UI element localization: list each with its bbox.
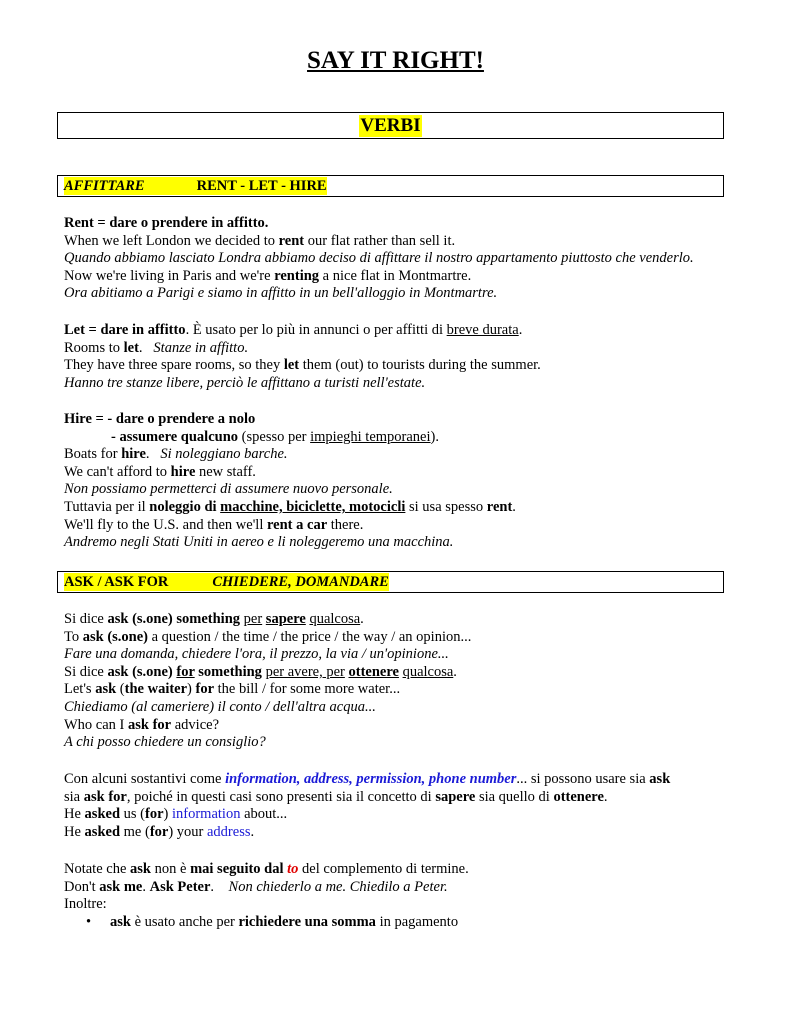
header-english: ASK / ASK FOR — [64, 574, 169, 590]
ask-rule-1: Si dice ask (s.one) something per sapere qualcosa. — [64, 611, 364, 627]
ask-translation-2: Chiediamo (al cameriere) il conto / dell'altra acqua... — [64, 698, 376, 715]
hire-paragraph — [64, 411, 754, 552]
hire-example-2: We can't afford to hire new staff. — [64, 463, 256, 480]
bullet-icon: • — [86, 913, 92, 930]
ask-rule-2: Si dice ask (s.one) for something per avere, per ottenere qualcosa. — [64, 663, 457, 680]
ask-nouns-rule-cont: sia ask for, poiché in questi casi sono presenti sia il concetto di sapere sia quello di ottenere. — [64, 788, 608, 805]
header-italian: AFFITTARE — [64, 178, 145, 194]
let-example-1: Rooms to let. Stanze in affitto. — [64, 339, 249, 356]
rent-example-1: When we left London we decided to rent our flat rather than sell it. — [64, 232, 456, 249]
ask-header-box — [57, 571, 724, 593]
let-example-2: They have three spare rooms, so they let them (out) to tourists during the summer. — [64, 357, 541, 374]
ask-no-to-example: Don't ask me. Ask Peter. Non chiederlo a me. Chiedilo a Peter. — [64, 878, 448, 895]
ask-paragraph-3 — [64, 861, 754, 931]
rent-paragraph — [64, 215, 754, 303]
hire-translation-3: Andremo negli Stati Uniti in aereo e li noleggeremo una macchina. — [64, 534, 454, 551]
hire-definition-2: - assumere qualcuno (spesso per impieghi temporanei). — [111, 428, 439, 445]
rent-translation-2: Ora abitiamo a Parigi e siamo in affitto in un bell'alloggio in Montmartre. — [64, 285, 498, 302]
header-english: RENT - LET - HIRE — [196, 178, 327, 194]
ask-example-2: Let's ask (the waiter) for the bill / for some more water... — [64, 681, 401, 698]
affittare-header-box — [57, 175, 724, 197]
ask-nouns-rule: Con alcuni sostantivi come information, address, permission, phone number... si possono usare sia ask — [64, 771, 671, 787]
hire-translation-2: Non possiamo permetterci di assumere nuovo personale. — [64, 481, 393, 498]
section-title-box — [57, 112, 724, 139]
page-title: SAY IT RIGHT! — [307, 47, 484, 74]
header-italian: CHIEDERE, DOMANDARE — [212, 574, 389, 590]
hire-note: Tuttavia per il noleggio di macchine, biciclette, motocicli si usa spesso rent. — [64, 498, 516, 515]
ask-example-3: Who can I ask for advice? — [64, 716, 220, 733]
ask-nouns-example-1: He asked us (for) information about... — [64, 806, 288, 823]
ask-no-to-rule: Notate che ask non è mai seguito dal to del complemento di termine. — [64, 861, 469, 877]
ask-paragraph-1 — [64, 611, 754, 752]
let-translation-2: Hanno tre stanze libere, perciò le affittano a turisti nell'estate. — [64, 374, 426, 391]
ask-paragraph-2 — [64, 771, 754, 841]
rent-definition: Rent = dare o prendere in affitto. — [64, 215, 269, 231]
inoltre-label: Inoltre: — [64, 896, 107, 913]
rent-example-2: Now we're living in Paris and we're renting a nice flat in Montmartre. — [64, 267, 472, 284]
section-title: VERBI — [360, 115, 421, 136]
let-paragraph — [64, 322, 754, 392]
hire-example-3: We'll fly to the U.S. and then we'll rent a car there. — [64, 516, 364, 533]
hire-example-1: Boats for hire. Si noleggiano barche. — [64, 446, 288, 463]
rent-translation-1: Quando abbiamo lasciato Londra abbiamo deciso di affittare il nostro appartamento piuttosto che venderlo. — [64, 250, 694, 267]
hire-definition-1: Hire = - dare o prendere a nolo — [64, 411, 256, 427]
let-definition: Let = dare in affitto. È usato per lo più in annunci o per affitti di breve durata. — [64, 322, 523, 338]
ask-translation-1: Fare una domanda, chiedere l'ora, il prezzo, la via / un'opinione... — [64, 646, 449, 663]
ask-nouns-example-2: He asked me (for) your address. — [64, 823, 255, 840]
affittare-header — [64, 177, 327, 195]
ask-example-1: To ask (s.one) a question / the time / the price / the way / an opinion... — [64, 628, 472, 645]
list-item: • ask è usato anche per richiedere una somma in pagamento — [86, 913, 459, 930]
ask-header — [64, 573, 389, 591]
ask-translation-3: A chi posso chiedere un consiglio? — [64, 734, 266, 751]
